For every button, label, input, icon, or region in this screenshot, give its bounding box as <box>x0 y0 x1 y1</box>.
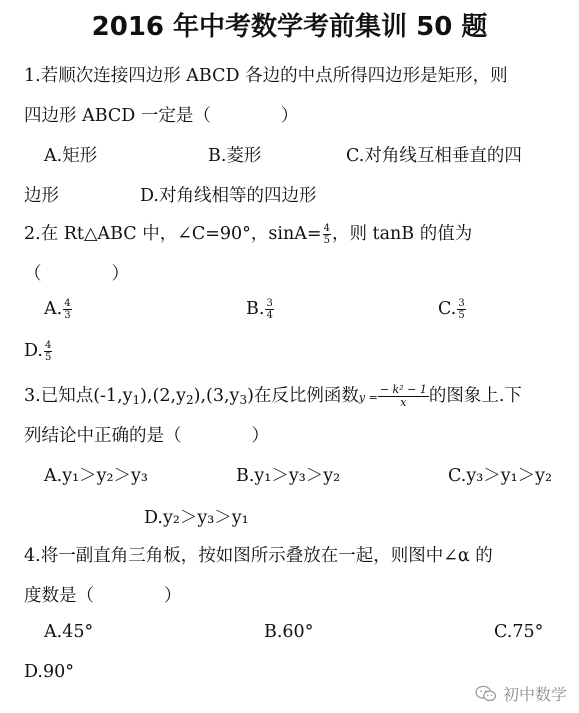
q1-stem-line2: 四边形 ABCD 一定是（ ） <box>24 106 299 126</box>
q3-text-end: 的图象上.下 <box>428 386 522 406</box>
q3-option-a: A.y₁＞y₂＞y₃ <box>44 466 148 486</box>
q3-text-after: )在反比例函数 <box>247 386 359 406</box>
q1-option-b: B.菱形 <box>208 146 262 166</box>
q2-option-a-fraction <box>63 298 71 321</box>
q2-blank: （ ） <box>24 264 129 284</box>
q4-stem-line1: 4.将一副直角三角板，按如图所示叠放在一起，则图中∠α 的 <box>24 546 493 566</box>
q3-option-d: D.y₂＞y₃＞y₁ <box>144 508 249 528</box>
q4-option-c: C.75° <box>494 622 544 642</box>
q3-mid-1: ),(2,y <box>140 386 186 406</box>
q4-option-b: B.60° <box>264 622 314 642</box>
q3-sub-1: 1 <box>132 393 141 407</box>
q2-option-a-label: A. <box>44 299 63 319</box>
q2-option-d-label: D. <box>24 341 43 361</box>
wechat-icon <box>475 685 497 703</box>
page-title: 2016 年中考数学考前集训 50 题 <box>91 12 488 42</box>
q2-option-d-den: 5 <box>44 352 52 363</box>
q3-function-fraction <box>378 384 429 409</box>
q2-option-b-den: 4 <box>266 310 273 321</box>
q3-sub-2: 2 <box>185 393 194 407</box>
q2-option-c <box>438 298 467 321</box>
q4-option-d: D.90° <box>24 662 74 682</box>
q2-option-d <box>24 340 53 363</box>
q2-option-d-fraction <box>44 340 52 363</box>
q1-option-d: D.对角线相等的四边形 <box>140 186 317 206</box>
q3-function-num: − k² − 1 <box>379 383 427 396</box>
q3-option-c: C.y₃＞y₁＞y₂ <box>448 466 553 486</box>
q3-sub-3: 3 <box>239 393 248 407</box>
q2-option-c-num: 3 <box>458 298 465 309</box>
q3-text-before: 3.已知点(-1,y <box>24 386 133 406</box>
q2-option-b <box>246 298 275 321</box>
q2-option-d-num: 4 <box>44 340 52 351</box>
q4-stem-line2: 度数是（ ） <box>24 586 182 606</box>
q1-option-c-cont: 边形 <box>24 186 59 206</box>
q1-option-c: C.对角线互相垂直的四 <box>346 146 522 166</box>
q3-stem-line1 <box>24 382 522 409</box>
q4-option-a: A.45° <box>44 622 94 642</box>
watermark <box>475 682 567 705</box>
q3-option-b: B.y₁＞y₃＞y₂ <box>236 466 341 486</box>
q1-option-a: A.矩形 <box>44 146 98 166</box>
q2-frac-den: 5 <box>323 235 330 246</box>
q2-stem <box>24 220 472 246</box>
q2-option-a-num: 4 <box>64 298 71 309</box>
q2-option-a-den: 3 <box>64 310 71 321</box>
q2-option-a <box>44 298 73 321</box>
q2-option-b-label: B. <box>246 299 265 319</box>
q2-text-before: 2.在 Rt△ABC 中，∠C=90°，sinA= <box>24 224 322 244</box>
q2-option-b-fraction <box>265 298 273 321</box>
q2-option-c-label: C. <box>438 299 457 319</box>
q3-function-lhs: y = <box>358 391 378 404</box>
q3-mid-2: ),(3,y <box>193 386 240 406</box>
q1-stem-line1: 1.若顺次连接四边形 ABCD 各边的中点所得四边形是矩形，则 <box>24 66 508 86</box>
q2-sin-fraction <box>323 223 331 246</box>
q2-option-c-fraction <box>457 298 465 321</box>
q2-option-c-den: 5 <box>458 310 465 321</box>
q3-function-den: x <box>400 396 407 409</box>
q2-frac-num: 4 <box>323 223 330 234</box>
q2-option-b-num: 3 <box>266 298 273 309</box>
q3-stem-line2: 列结论中正确的是（ ） <box>24 426 269 446</box>
watermark-text: 初中数学 <box>502 685 567 704</box>
q2-text-after: ，则 tanB 的值为 <box>331 224 473 244</box>
